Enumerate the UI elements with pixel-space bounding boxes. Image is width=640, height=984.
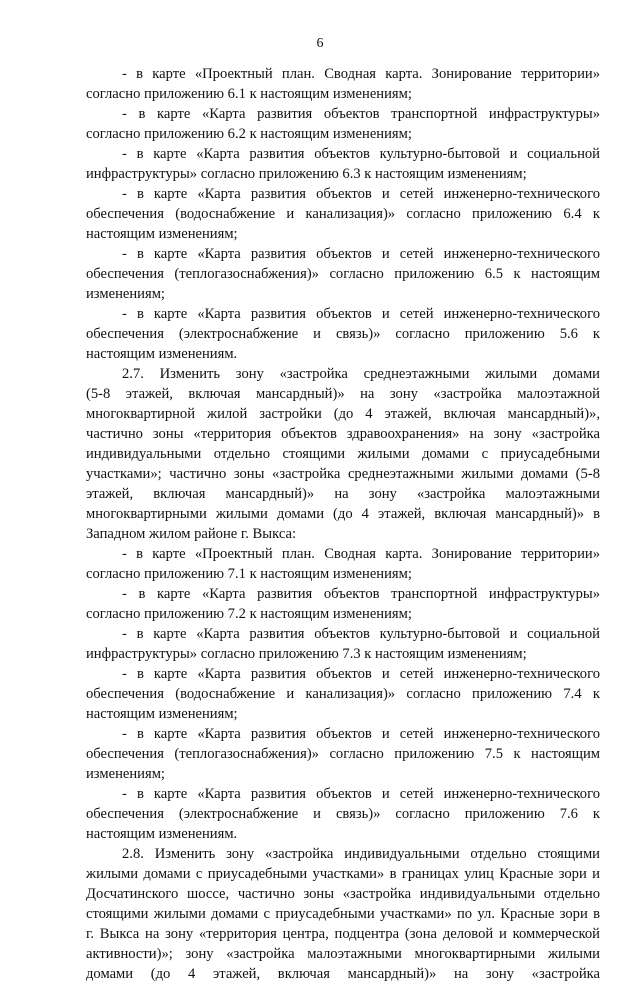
text-line: этажей, включая мансардный)» на зону «застройка малоэтажными <box>86 486 600 502</box>
text-line: - в карте «Карта развития объектов и сетей инженерно-технического <box>122 186 600 202</box>
text-line: участками»; частично зоны «застройка среднеэтажными жилыми домами (5-8 <box>86 466 600 482</box>
text-line: обеспечения (водоснабжение и канализация)» согласно приложению 6.4 к <box>86 206 600 222</box>
text-line: - в карте «Карта развития объектов культурно-бытовой и социальной <box>122 626 600 642</box>
text-line: - в карте «Карта развития объектов и сетей инженерно-технического <box>122 306 600 322</box>
text-line: (5-8 этажей, включая мансардный)» на зону «застройка малоэтажной <box>86 386 600 402</box>
text-line: Западном жилом районе г. Выкса: <box>86 526 297 542</box>
text-line: обеспечения (водоснабжение и канализация)» согласно приложению 7.4 к <box>86 686 600 702</box>
text-line: активности)»; зону «застройка малоэтажными многоквартирными жилыми <box>86 946 600 962</box>
text-line: настоящим изменениям. <box>86 346 238 362</box>
text-line: г. Выкса на зону «территория центра, подцентра (зона деловой и коммерческой <box>86 926 600 942</box>
text-line: - в карте «Проектный план. Сводная карта. Зонирование территории» <box>122 546 600 562</box>
text-line: - в карте «Карта развития объектов транспортной инфраструктуры» <box>122 586 600 602</box>
text-line: - в карте «Проектный план. Сводная карта. Зонирование территории» <box>122 66 600 82</box>
text-line: согласно приложению 6.2 к настоящим изменениям; <box>86 126 412 142</box>
document-body <box>86 64 600 984</box>
text-line: стоящими жилыми домами с приусадебными участками» по ул. Красные зори в <box>86 906 600 922</box>
text-line: - в карте «Карта развития объектов и сетей инженерно-технического <box>122 666 600 682</box>
text-line: изменениям; <box>86 766 165 782</box>
text-line: согласно приложению 7.1 к настоящим изменениям; <box>86 566 412 582</box>
text-line: настоящим изменениям. <box>86 826 238 842</box>
text-line: - в карте «Карта развития объектов и сетей инженерно-технического <box>122 786 600 802</box>
text-line: многоквартирной жилой застройки (до 4 этажей, включая мансардный)», <box>86 406 600 422</box>
text-line: частично зоны «территория объектов здравоохранения» на зону «застройка <box>86 426 600 442</box>
text-line: - в карте «Карта развития объектов транспортной инфраструктуры» <box>122 106 600 122</box>
text-line: изменениям; <box>86 286 165 302</box>
text-line: согласно приложению 7.2 к настоящим изменениям; <box>86 606 412 622</box>
text-line: согласно приложению 6.1 к настоящим изменениям; <box>86 86 412 102</box>
text-line: жилыми домами с приусадебными участками» в границах улиц Красные зори и <box>86 866 600 882</box>
text-line: многоквартирными жилыми домами (до 4 этажей, включая мансардный)» в <box>86 506 600 522</box>
text-line: 2.7. Изменить зону «застройка среднеэтажными жилыми домами <box>122 366 600 382</box>
text-line: Досчатинского шоссе, частично зоны «застройка индивидуальными отдельно <box>86 886 600 902</box>
text-line: настоящим изменениям; <box>86 226 238 242</box>
text-line: обеспечения (теплогазоснабжения)» согласно приложению 7.5 к настоящим <box>86 746 600 762</box>
text-line: обеспечения (электроснабжение и связь)» согласно приложению 5.6 к <box>86 326 600 342</box>
text-line: 2.8. Изменить зону «застройка индивидуальными отдельно стоящими <box>122 846 600 862</box>
page-number: 6 <box>316 36 324 51</box>
text-line: обеспечения (электроснабжение и связь)» согласно приложению 7.6 к <box>86 806 600 822</box>
text-line: домами (до 4 этажей, включая мансардный)» на зону «застройка <box>86 966 600 982</box>
text-line: - в карте «Карта развития объектов и сетей инженерно-технического <box>122 246 600 262</box>
text-line: инфраструктуры» согласно приложению 7.3 к настоящим изменениям; <box>86 646 527 662</box>
text-line: - в карте «Карта развития объектов и сетей инженерно-технического <box>122 726 600 742</box>
text-line: - в карте «Карта развития объектов культурно-бытовой и социальной <box>122 146 600 162</box>
text-line: настоящим изменениям; <box>86 706 238 722</box>
text-line: индивидуальными отдельно стоящими жилыми домами с приусадебными <box>86 446 600 462</box>
text-line: инфраструктуры» согласно приложению 6.3 к настоящим изменениям; <box>86 166 527 182</box>
text-line: обеспечения (теплогазоснабжения)» согласно приложению 6.5 к настоящим <box>86 266 600 282</box>
